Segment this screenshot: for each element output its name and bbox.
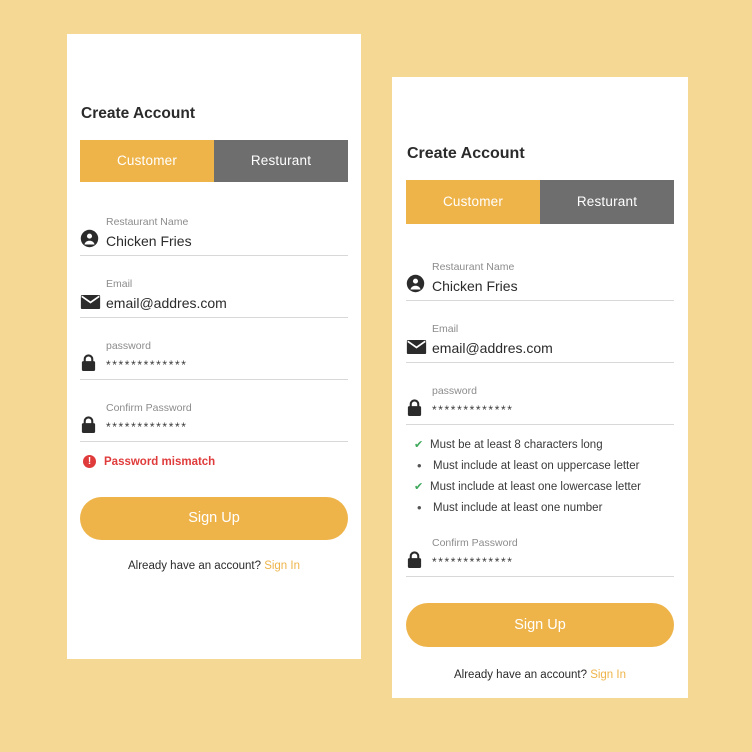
rule-text: Must include at least one number bbox=[433, 502, 603, 514]
confirm-password-input[interactable]: ************* bbox=[106, 420, 188, 434]
password-field[interactable] bbox=[406, 385, 674, 425]
rule-text: Must be at least 8 characters long bbox=[430, 439, 603, 451]
error-icon: ! bbox=[83, 455, 96, 468]
tab-customer[interactable]: Customer bbox=[406, 180, 540, 224]
sign-up-button[interactable]: Sign Up bbox=[406, 603, 674, 647]
rule-text: Must include at least one lowercase letter bbox=[430, 481, 641, 493]
restaurant-name-label: Restaurant Name bbox=[106, 216, 189, 228]
check-circle-icon: ✔ bbox=[414, 481, 424, 493]
check-circle-icon: ✔ bbox=[414, 439, 424, 451]
rule-text: Must include at least on uppercase letter bbox=[433, 460, 640, 472]
email-input[interactable]: email@addres.com bbox=[432, 340, 553, 356]
confirm-password-field[interactable] bbox=[80, 402, 348, 442]
signup-card-rules-state bbox=[392, 77, 688, 698]
lock-icon bbox=[406, 550, 432, 571]
password-field[interactable] bbox=[80, 340, 348, 380]
list-item bbox=[414, 501, 674, 515]
bullet-icon: • bbox=[417, 458, 422, 473]
password-input[interactable]: ************* bbox=[432, 403, 514, 417]
confirm-password-field[interactable] bbox=[406, 537, 674, 577]
list-item bbox=[414, 480, 674, 494]
error-message: Password mismatch bbox=[104, 455, 216, 468]
sign-in-link[interactable]: Sign In bbox=[590, 669, 626, 681]
restaurant-name-label: Restaurant Name bbox=[432, 261, 515, 273]
sign-in-link[interactable]: Sign In bbox=[264, 560, 300, 572]
page-title: Create Account bbox=[81, 105, 195, 122]
footer-text: Already have an account? bbox=[454, 669, 587, 681]
lock-icon bbox=[80, 415, 106, 436]
password-label: password bbox=[432, 385, 477, 397]
account-type-tabs bbox=[406, 180, 674, 224]
page-title: Create Account bbox=[407, 145, 525, 162]
lock-icon bbox=[406, 398, 432, 419]
password-input[interactable]: ************* bbox=[106, 358, 188, 372]
list-item bbox=[414, 459, 674, 473]
tab-resturant[interactable]: Resturant bbox=[214, 140, 348, 182]
tab-customer[interactable]: Customer bbox=[80, 140, 214, 182]
sign-in-footer bbox=[406, 669, 674, 681]
sign-up-button[interactable]: Sign Up bbox=[80, 497, 348, 540]
bullet-icon: • bbox=[417, 500, 422, 515]
restaurant-name-field[interactable] bbox=[406, 261, 674, 301]
list-item bbox=[414, 438, 674, 452]
footer-text: Already have an account? bbox=[128, 560, 261, 572]
confirm-password-label: Confirm Password bbox=[106, 402, 192, 414]
restaurant-name-input[interactable]: Chicken Fries bbox=[106, 233, 192, 249]
email-label: Email bbox=[432, 323, 459, 335]
password-mismatch-error bbox=[83, 455, 348, 468]
email-input[interactable]: email@addres.com bbox=[106, 295, 227, 311]
confirm-password-label: Confirm Password bbox=[432, 537, 518, 549]
email-field[interactable] bbox=[80, 278, 348, 318]
email-field[interactable] bbox=[406, 323, 674, 363]
account-type-tabs bbox=[80, 140, 348, 182]
envelope-icon bbox=[80, 294, 106, 312]
account-circle-icon bbox=[80, 229, 106, 250]
restaurant-name-input[interactable]: Chicken Fries bbox=[432, 278, 518, 294]
tab-resturant[interactable]: Resturant bbox=[540, 180, 674, 224]
password-requirements-list bbox=[414, 438, 674, 515]
signup-card-error-state bbox=[67, 34, 361, 659]
account-circle-icon bbox=[406, 274, 432, 295]
envelope-icon bbox=[406, 339, 432, 357]
email-label: Email bbox=[106, 278, 133, 290]
sign-in-footer bbox=[80, 560, 348, 572]
password-label: password bbox=[106, 340, 151, 352]
confirm-password-input[interactable]: ************* bbox=[432, 555, 514, 569]
restaurant-name-field[interactable] bbox=[80, 216, 348, 256]
lock-icon bbox=[80, 353, 106, 374]
